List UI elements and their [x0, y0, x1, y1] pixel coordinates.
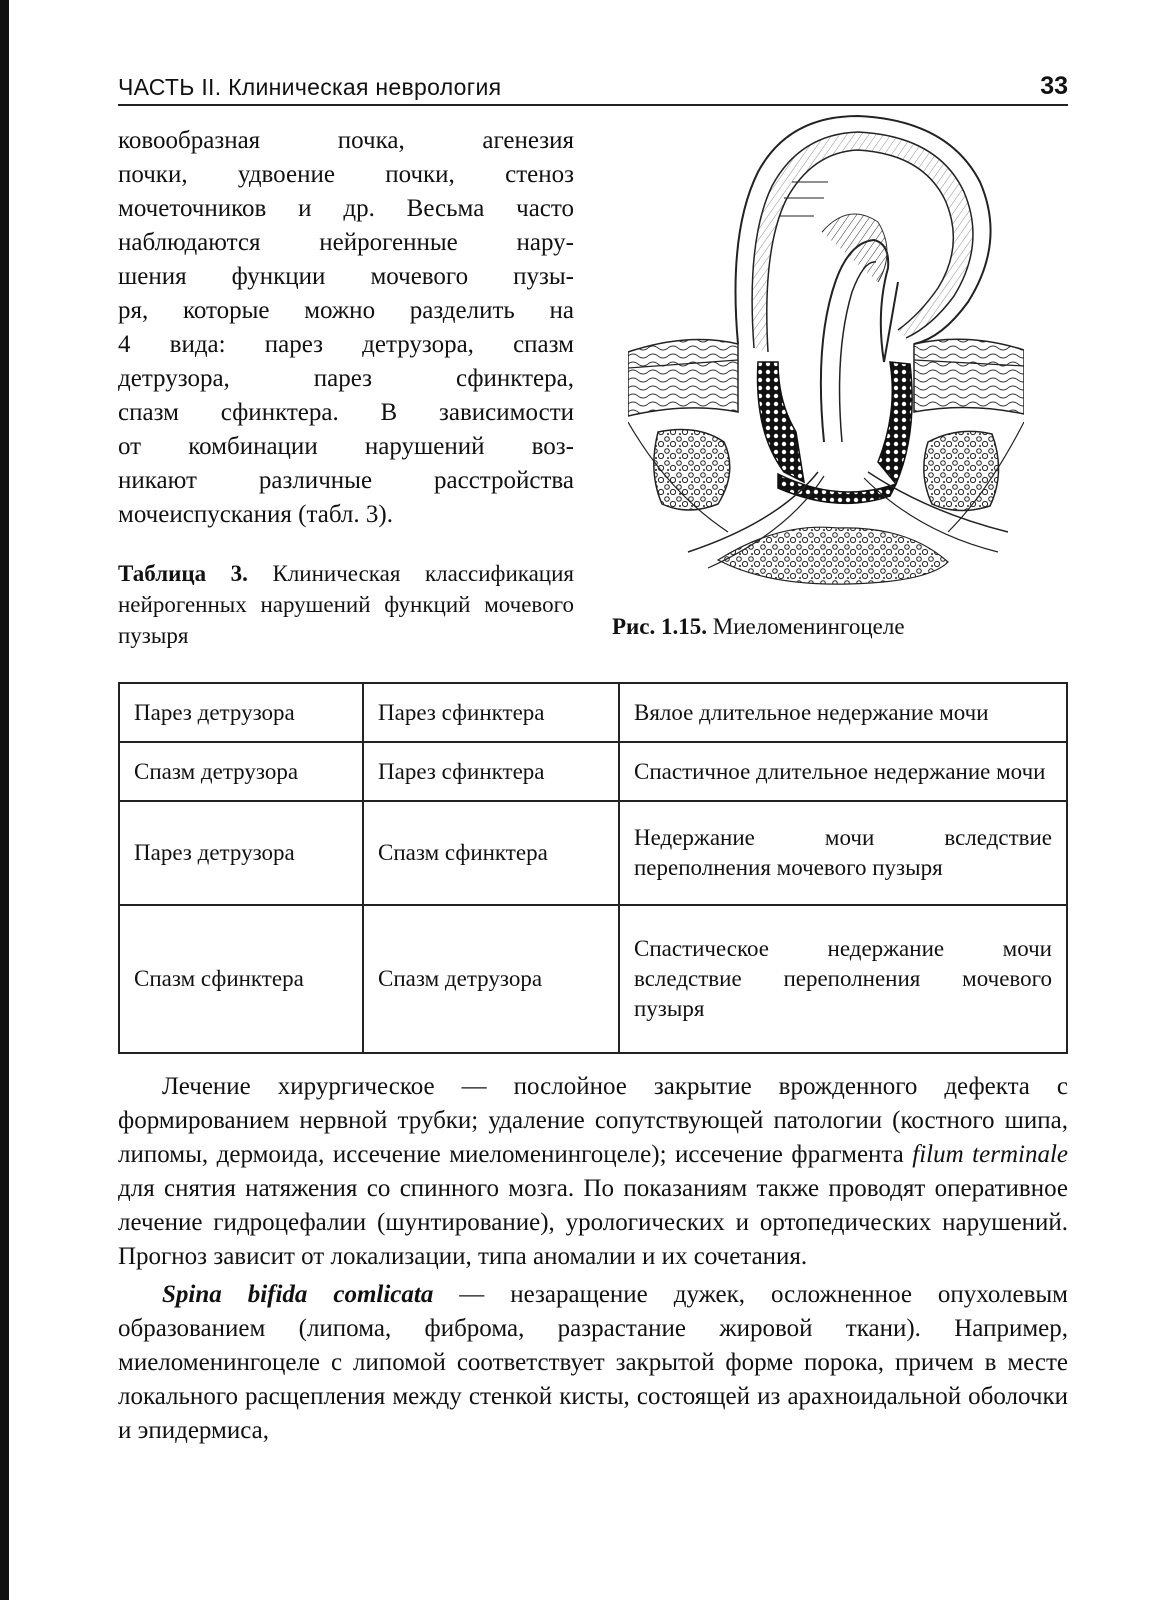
text-line: детрузора, парез сфинктера,: [118, 365, 574, 392]
table-cell-result: Спастичное длительное недержание мочи: [619, 742, 1067, 801]
page-number: 33: [1040, 72, 1068, 100]
header-title: ЧАСТЬ II. Клиническая неврология: [118, 74, 502, 100]
text-line: почки, удвоение почки, стеноз: [118, 161, 574, 188]
table-caption: [118, 558, 574, 651]
table-cell-sphincter: Парез сфинктера: [363, 742, 619, 801]
figure-label: Рис. 1.15.: [612, 614, 708, 639]
running-header: [118, 70, 1068, 106]
paragraph-treatment: [118, 1070, 1068, 1274]
table-cell-sphincter: Спазм детрузора: [363, 905, 619, 1053]
text-line: ковообразная почка, агенезия: [118, 127, 574, 154]
table-cell-sphincter: Парез сфинктера: [363, 683, 619, 742]
table-cell-detrusor: Спазм сфинктера: [119, 905, 363, 1053]
text-line: мочеиспускания (табл. 3).: [118, 501, 393, 528]
table-caption-label: Таблица 3.: [118, 561, 248, 586]
left-column-text: [118, 124, 574, 532]
table-cell-result: Вялое длительное недержание мочи: [619, 683, 1067, 742]
table-cell-result: Недержание мочи вследствие переполнения мочевого пузыря: [619, 801, 1067, 905]
latin-term: Spina bifida comlicata: [162, 1281, 434, 1308]
paragraph-text: — незаращение дужек, осложненное опухолевым образованием (липома, фиброма, разрастание жировой ткани). Например, миеломенингоцеле с липомой соответствует закрытой форме порока, причем в месте локального расщепления между стенкой кисты, состоящей из арахноидальной оболочки и эпидермиса,: [118, 1281, 1068, 1444]
classification-table: [118, 682, 1068, 1054]
scan-edge: [0, 0, 9, 1600]
table-cell-sphincter: Спазм сфинктера: [363, 801, 619, 905]
latin-term: filum terminale: [912, 1141, 1068, 1168]
text-line: наблюдаются нейрогенные нару-: [118, 229, 574, 256]
text-line: ря, которые можно разделить на: [118, 297, 574, 324]
figure-caption: [612, 612, 1042, 642]
text-line: спазм сфинктера. В зависимости: [118, 399, 574, 426]
body-text: [118, 1070, 1068, 1448]
paragraph-text: для снятия натяжения со спинного мозга. По показаниям также проводят оперативное лечение гидроцефалии (шунтирование), урологических и ортопедических нарушений. Прогноз зависит от локализации, типа аномалии и их сочетания.: [118, 1175, 1068, 1270]
text-line: никают различные расстройства: [118, 467, 574, 494]
table-cell-detrusor: Парез детрузора: [119, 683, 363, 742]
table-cell-detrusor: Парез детрузора: [119, 801, 363, 905]
table-row: [119, 742, 1067, 801]
myelomeningocele-illustration: [628, 112, 1024, 592]
table-caption-text: Клиническая классификация нейрогенных нарушений функций мочевого пузыря: [118, 561, 574, 648]
paragraph-text: Лечение хирургическое — послойное закрытие врожденного дефекта с формированием нервной трубки; удаление сопутствующей патологии (костного шипа, липомы, дермоида, иссечение миеломенингоцеле); иссечение фрагмента: [118, 1073, 1068, 1168]
text-line: 4 вида: парез детрузора, спазм: [118, 331, 574, 358]
text-line: мочеточников и др. Весьма часто: [118, 195, 574, 222]
table-cell-detrusor: Спазм детрузора: [119, 742, 363, 801]
table-row: [119, 905, 1067, 1053]
text-line: от комбинации нарушений воз-: [118, 433, 574, 460]
text-line: шения функции мочевого пузы-: [118, 263, 574, 290]
figure-caption-text: Миеломенингоцеле: [712, 614, 905, 639]
table-cell-result: Спастическое недержание мочи вследствие переполнения мочевого пузыря: [619, 905, 1067, 1053]
table-row: [119, 683, 1067, 742]
table-row: [119, 801, 1067, 905]
paragraph-spina-bifida: [118, 1278, 1068, 1448]
